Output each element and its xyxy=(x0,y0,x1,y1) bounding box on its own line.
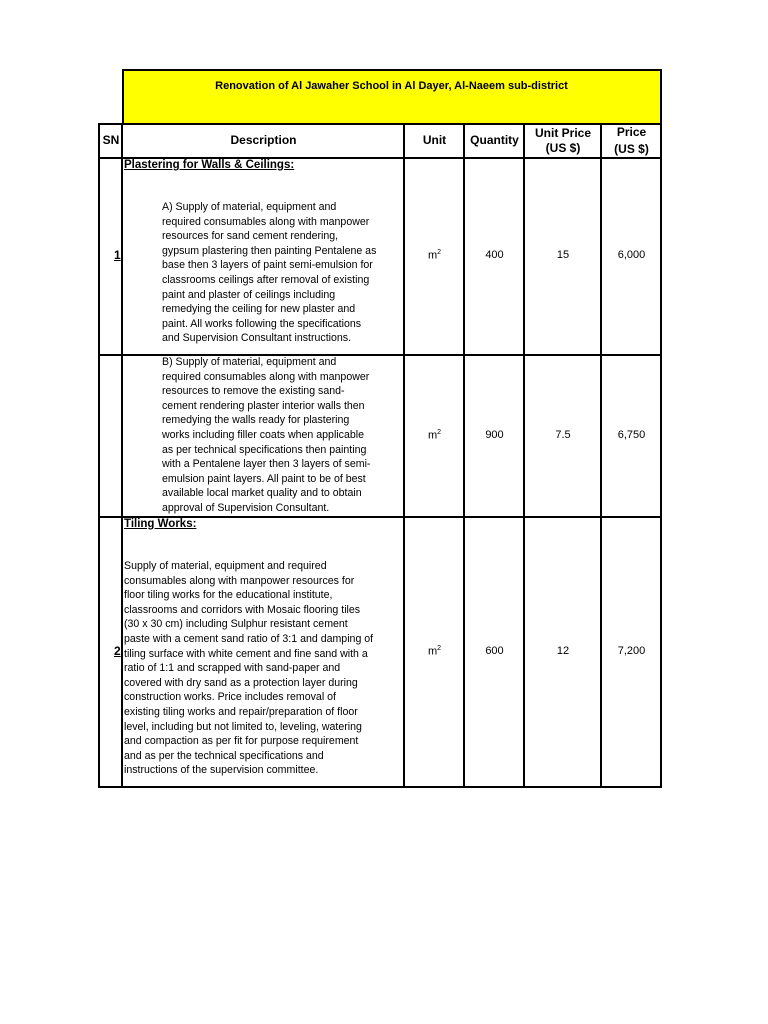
item-price: 6,750 xyxy=(617,429,646,441)
description-line: existing tiling works and repair/preparation of floor xyxy=(124,705,358,718)
section-sn: 1 xyxy=(114,248,121,262)
description-line: consumables along with manpower resources for xyxy=(124,574,355,587)
description-line: paste with a cement sand ratio of 3:1 and damping of xyxy=(124,632,374,645)
item-unit-price: 15 xyxy=(556,249,570,261)
item-price: 7,200 xyxy=(617,645,646,657)
item-description xyxy=(162,200,402,346)
description-line: tiling surface with white cement and fine sand with a xyxy=(124,647,368,660)
item-description xyxy=(162,355,402,516)
item-quantity: 600 xyxy=(485,645,504,657)
header-price-line1: Price xyxy=(616,125,647,139)
description-line: required consumables along with manpower xyxy=(162,215,370,228)
unit-text: m xyxy=(427,249,438,262)
description-line: as per technical specifications then painting xyxy=(162,443,367,456)
unit-text: m xyxy=(427,645,438,658)
item-unit xyxy=(405,249,464,262)
header-unit: Unit xyxy=(422,133,447,147)
description-line: emulsion paint layers. All paint to be of best xyxy=(162,472,366,485)
description-line: classrooms and corridors with Mosaic flooring tiles xyxy=(124,603,361,616)
description-line: covered with dry sand as a protection layer during xyxy=(124,676,358,689)
description-line: and Supervision Consultant instructions. xyxy=(162,332,352,345)
item-unit xyxy=(405,645,464,658)
description-line: remedying the ceiling for new plaster and xyxy=(162,303,356,316)
description-line: works including filler coats when applicable xyxy=(162,428,364,441)
description-line: gypsum plastering then painting Pentalene as xyxy=(162,244,377,257)
unit-text: m xyxy=(427,429,438,442)
description-line: resources for sand cement rendering, xyxy=(162,230,339,243)
header-unit-price xyxy=(525,126,601,156)
description-line: base then 3 layers of paint semi-emulsion for xyxy=(162,259,373,272)
unit-superscript: 2 xyxy=(437,645,442,652)
description-line: paint. All works following the specifications xyxy=(162,317,362,330)
description-line: A) Supply of material, equipment and xyxy=(162,201,337,213)
header-unit-price-line1: Unit Price xyxy=(534,126,591,140)
section-heading: Tiling Works: xyxy=(124,518,197,530)
description-line: B) Supply of material, equipment and xyxy=(162,356,337,368)
description-line: paint and plaster of ceilings including xyxy=(162,288,336,301)
description-line: Supply of material, equipment and required xyxy=(124,560,327,572)
description-line: (30 x 30 cm) including Sulphur resistant cement xyxy=(124,618,348,631)
description-line: cement rendering plaster interior walls then xyxy=(162,399,365,412)
description-line: level, including but not limited to, leveling, watering xyxy=(124,720,362,733)
header-sn: SN xyxy=(102,133,120,147)
description-line: classrooms ceilings after removal of existing xyxy=(162,273,370,286)
section-heading: Plastering for Walls & Ceilings: xyxy=(124,159,295,171)
header-price-line2: (US $) xyxy=(614,142,649,156)
document-title: Renovation of Al Jawaher School in Al Dayer, Al-Naeem sub-district xyxy=(215,80,568,92)
description-line: resources to remove the existing sand- xyxy=(162,385,345,398)
item-quantity: 400 xyxy=(485,249,504,261)
item-quantity: 900 xyxy=(485,429,504,441)
item-unit xyxy=(405,429,464,442)
description-line: remedying the walls ready for plastering xyxy=(162,414,350,427)
description-line: and compaction as per fit for purpose requirement xyxy=(124,735,359,748)
item-unit-price: 7.5 xyxy=(555,429,571,441)
description-line: ratio of 1:1 and scrapped with sand-paper and xyxy=(124,662,341,675)
description-line: floor tiling works for the educational institute, xyxy=(124,589,333,602)
unit-superscript: 2 xyxy=(437,249,442,256)
description-line: available local market quality and to obtain xyxy=(162,487,362,500)
description-line: required consumables along with manpower xyxy=(162,370,370,383)
description-line: approval of Supervision Consultant. xyxy=(162,501,330,514)
header-description: Description xyxy=(230,133,297,147)
header-unit-price-line2: (US $) xyxy=(545,141,581,155)
header-price xyxy=(602,124,661,158)
unit-superscript: 2 xyxy=(437,429,442,436)
item-description xyxy=(124,559,403,778)
header-quantity: Quantity xyxy=(470,133,519,147)
description-line: and as per the technical specifications and xyxy=(124,749,324,762)
section-sn: 2 xyxy=(114,644,121,658)
description-line: instructions of the supervision committee. xyxy=(124,764,319,777)
description-line: with a Pentalene layer then 3 layers of semi- xyxy=(162,458,371,471)
item-unit-price: 12 xyxy=(556,645,570,657)
description-line: construction works. Price includes removal of xyxy=(124,691,336,704)
title-band xyxy=(122,70,661,123)
item-price: 6,000 xyxy=(617,249,646,261)
